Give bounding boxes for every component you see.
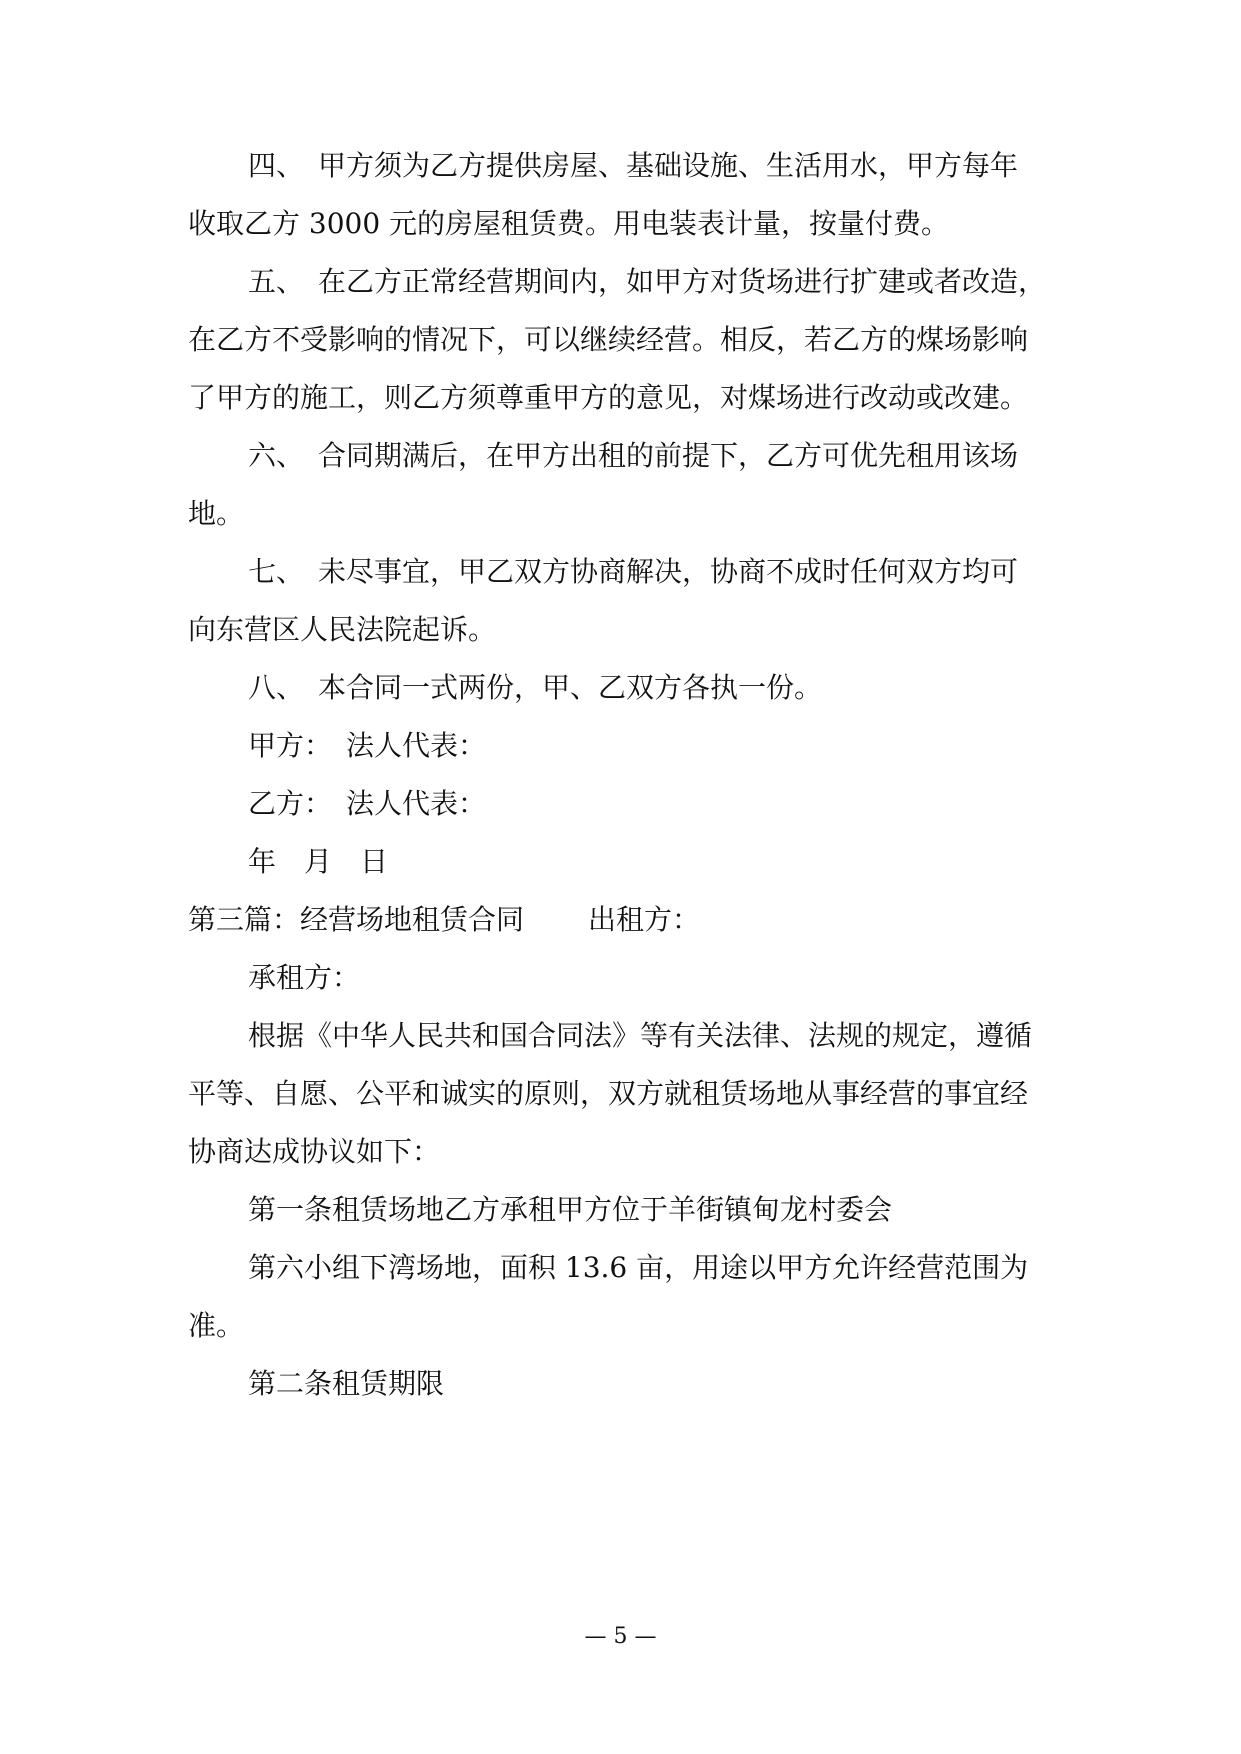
clause-7-line-2: 向东营区人民法院起诉。 bbox=[188, 613, 497, 646]
article-1-line-2: 第六小组下湾场地，面积 13.6 亩，用途以甲方允许经营范围为 bbox=[248, 1251, 1029, 1284]
clause-6-line-1: 六、 合同期满后，在甲方出租的前提下，乙方可优先租用该场 bbox=[248, 439, 1019, 472]
lessee-label: 承租方： bbox=[248, 961, 361, 994]
clause-6-line-2: 地。 bbox=[188, 497, 245, 530]
party-a-signature-line: 甲方： 法人代表： bbox=[248, 729, 487, 762]
clause-5-line-2: 在乙方不受影响的情况下，可以继续经营。相反，若乙方的煤场影响 bbox=[188, 323, 1029, 356]
clause-5-line-3: 了甲方的施工，则乙方须尊重甲方的意见，对煤场进行改动或改建。 bbox=[188, 381, 1029, 414]
date-line: 年 月 日 bbox=[248, 845, 389, 878]
preamble-line-1: 根据《中华人民共和国合同法》等有关法律、法规的规定，遵循 bbox=[248, 1019, 1033, 1052]
section-heading-line bbox=[188, 900, 700, 940]
page-number: — 5 — bbox=[584, 1624, 657, 1649]
preamble-line-2: 平等、自愿、公平和诚实的原则，双方就租赁场地从事经营的事宜经 bbox=[188, 1077, 1029, 1110]
section-heading: 第三篇：经营场地租赁合同 bbox=[188, 903, 525, 936]
article-2-heading: 第二条租赁期限 bbox=[248, 1367, 445, 1400]
article-1-line-1: 第一条租赁场地乙方承租甲方位于羊街镇甸龙村委会 bbox=[248, 1193, 893, 1226]
clause-4-line-1: 四、 甲方须为乙方提供房屋、基础设施、生活用水，甲方每年 bbox=[248, 149, 1019, 182]
preamble-line-3: 协商达成协议如下： bbox=[188, 1135, 441, 1168]
clause-8-line: 八、 本合同一式两份，甲、乙双方各执一份。 bbox=[248, 671, 823, 704]
party-b-signature-line: 乙方： 法人代表： bbox=[248, 787, 487, 820]
clause-5-line-1: 五、 在乙方正常经营期间内，如甲方对货场进行扩建或者改造， bbox=[248, 265, 1047, 298]
lessor-label: 出租方： bbox=[588, 903, 701, 936]
clause-7-line-1: 七、 未尽事宜，甲乙双方协商解决，协商不成时任何双方均可 bbox=[248, 555, 1019, 588]
clause-4-line-2: 收取乙方 3000 元的房屋租赁费。用电装表计量，按量付费。 bbox=[188, 207, 950, 240]
article-1-line-3: 准。 bbox=[188, 1309, 245, 1342]
